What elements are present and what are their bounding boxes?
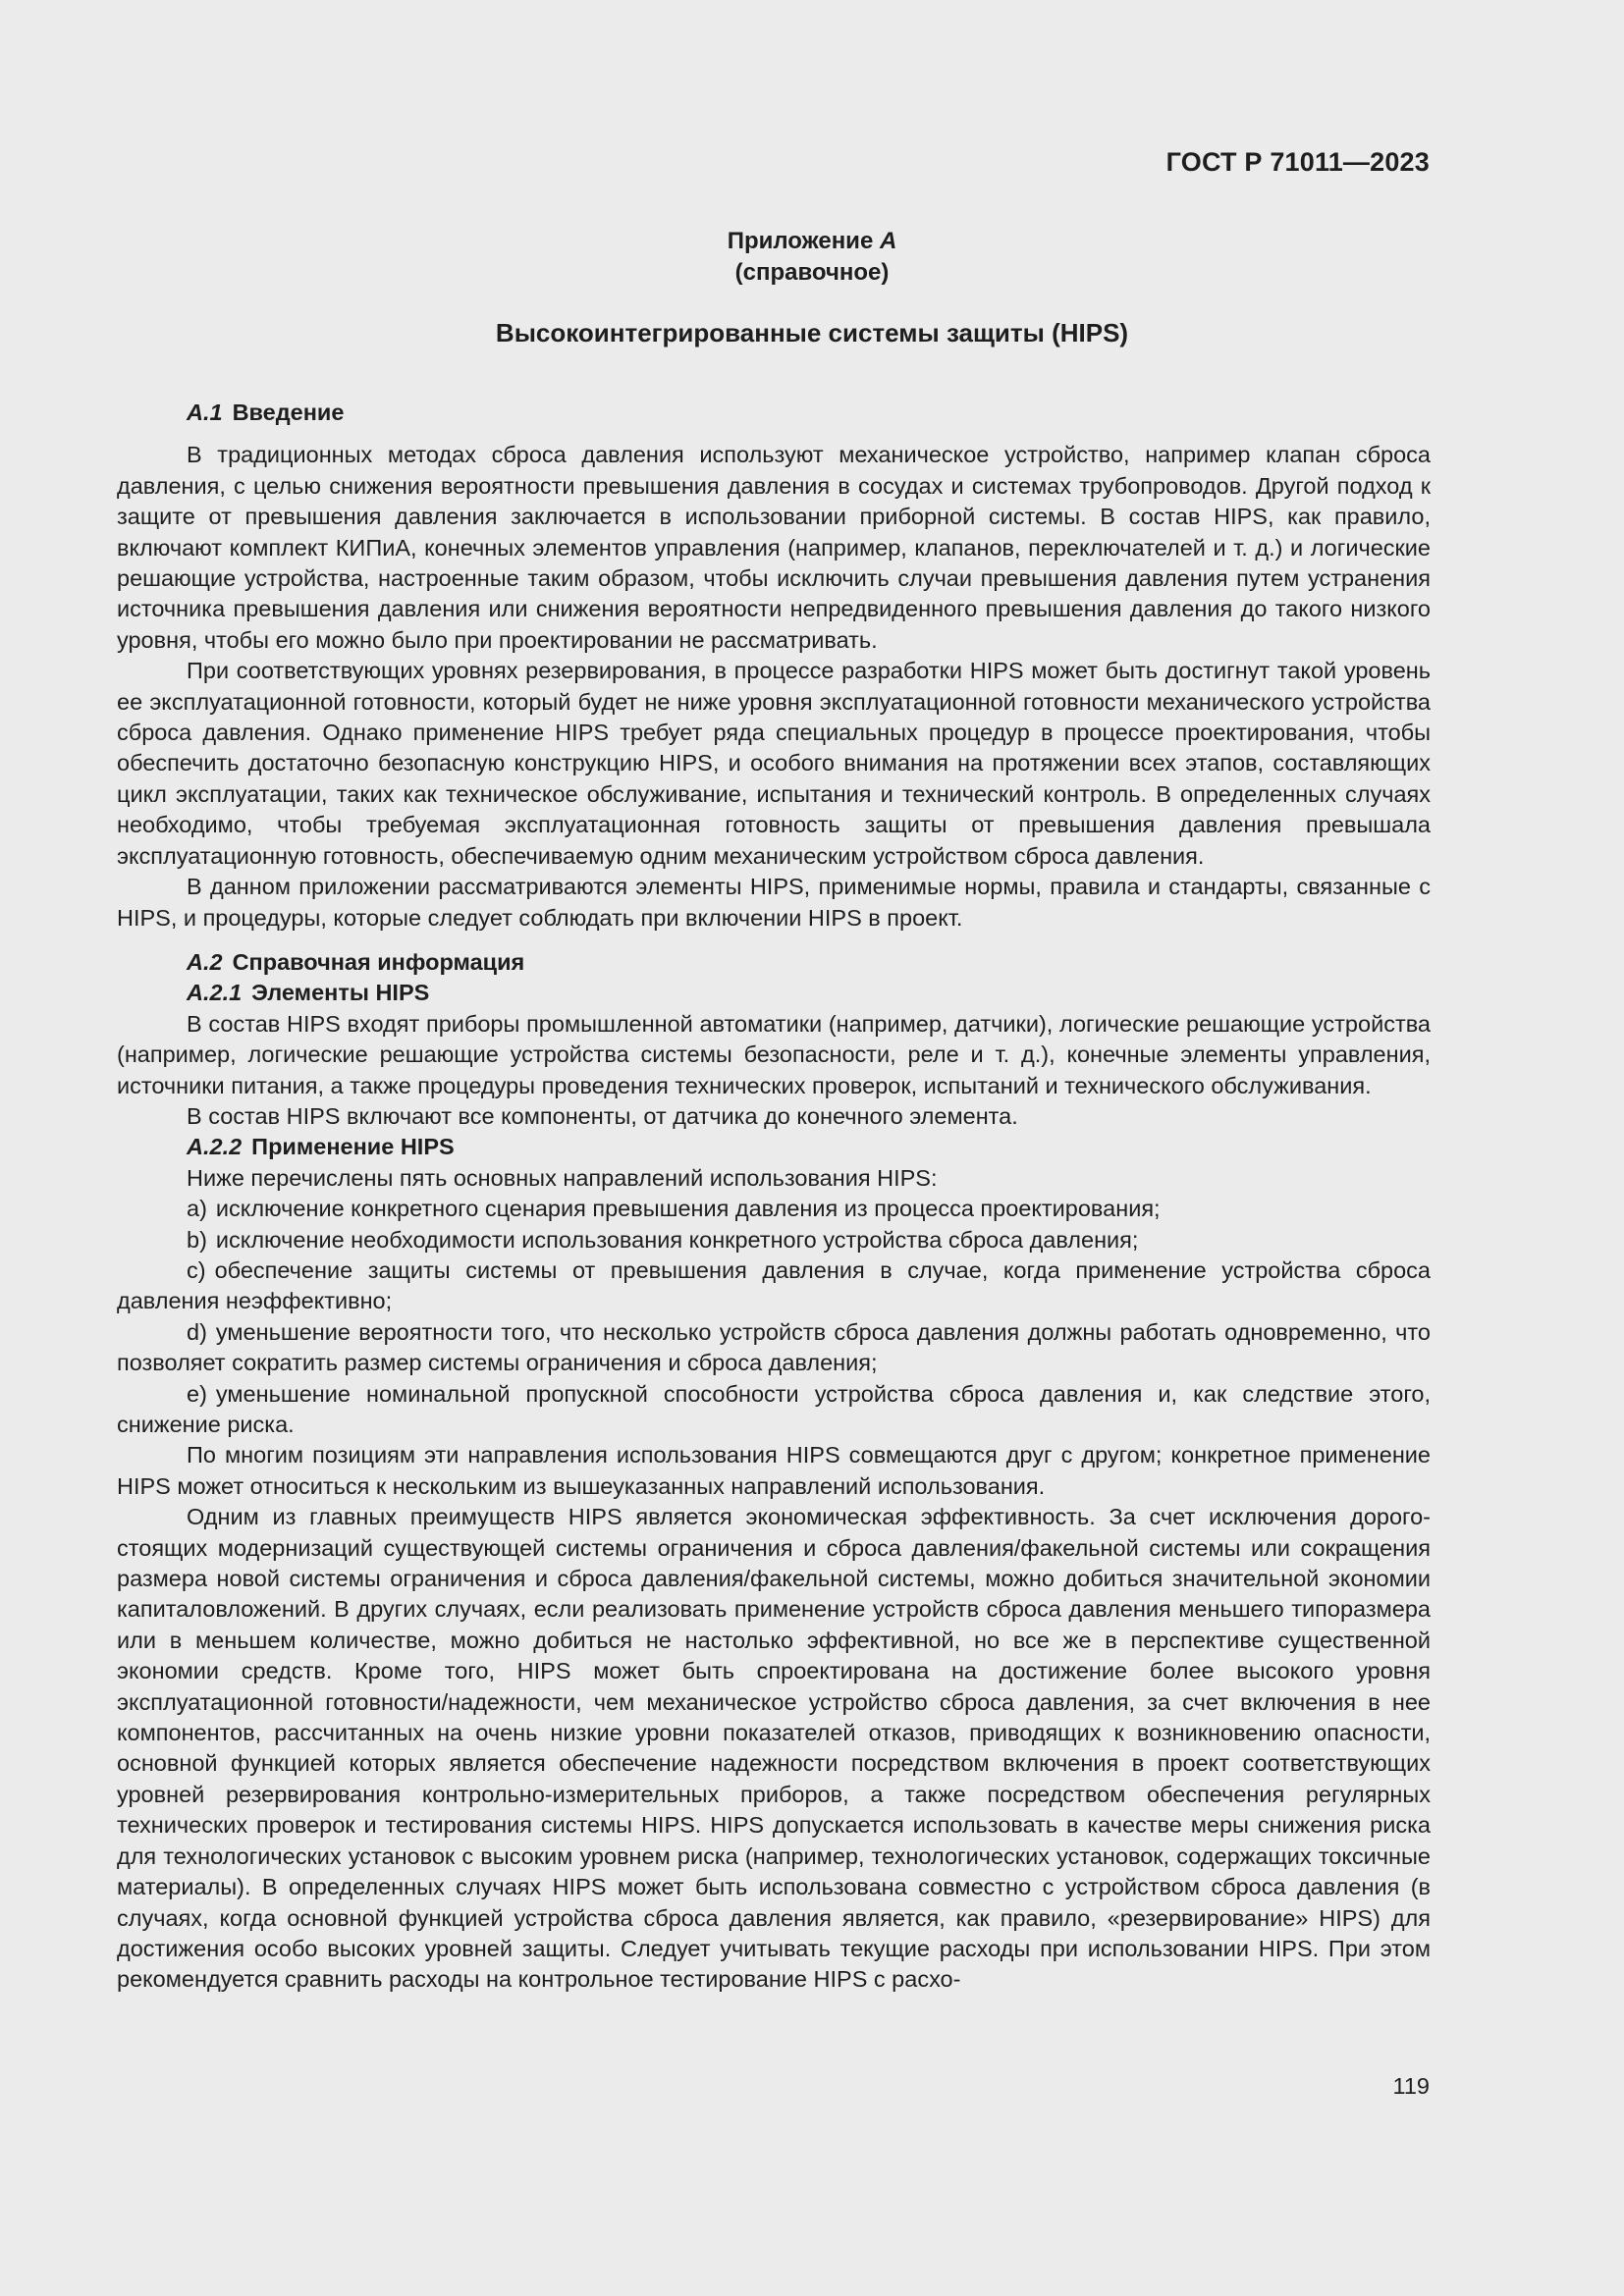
annex-letter: А [879, 228, 897, 254]
list-item [117, 1317, 1431, 1379]
section-title: Введение [232, 400, 345, 425]
list-item-text: уменьшение номинальной пропускной способности устройства сброса давления и, как следствие этого, снижение риска. [117, 1380, 1431, 1437]
section-number: А.2 [187, 948, 223, 975]
paragraph: Одним из главных преимуществ HIPS является экономическая эффективность. За счет исключения дорогостоящих модернизаций существующей системы ограничения и сброса давления/факельной системы или сокращения размера новой системы ограничения и сброса давления/факельной системы, можно добиться значительной экономии капиталовложений. В других случаях, если реализовать применение устройств сброса давления меньшего типоразмера или в меньшем количестве, можно добиться не настолько эффективной, но все же в перспективе существенной экономии средств. Кроме того, HIPS может быть спроектирована на достижение более высокого уровня эксплуатационной готовности/надежности, чем механическое устройство сброса давления, за счет включения в нее компонентов, рассчитанных на очень низкие уровни показателей отказов, приводящих к возникновению опасности, основной функцией которых является обеспечение надежности посредством включения в проект соответствующих уровней резервирования контрольно-измерительных приборов, а также посредством обеспечения регулярных технических проверок и тестирования системы HIPS. HIPS допускается использовать в качестве меры снижения риска для технологических установок с высоким уровнем риска (например, технологических установок, содержащих токсичные материалы). В определенных случаях HIPS может быть использована совместно с устройством сброса давления (в случаях, когда основной функцией устройства сброса давления является, как правило, «резервирование» HIPS) для достижения особо высоких уровней защиты. Следует учитывать текущие расходы при использовании HIPS. При этом рекомендуется сравнить расходы на контрольное тестирование HIPS с расхо- [117, 1504, 1431, 1993]
section-number: А.1 [187, 400, 223, 425]
document-body [117, 398, 1431, 1996]
list-item-letter: a) [187, 1196, 207, 1222]
paragraph: При соответствующих уровнях резервирования, в процессе разработки HIPS может быть достигнут такой уровень ее эксплуатационной готовности, который будет не ниже уровня эксплуатационной готовности механического устройства сброса давления. Однако применение HIPS требует ряда специальных процедур в процессе проектирования, чтобы обеспечить достаточно безопасную конструкцию HIPS, и особого внимания на протяжении всех этапов, составляющих цикл эксплуатации, таких как техническое обслуживание, испытания и технический контроль. В определенных случаях необходимо, чтобы требуемая эксплуатационная готовность защиты от превышения давления превышала эксплуатационную готовность, обеспечиваемую одним механическим устройством сброса давления. [117, 658, 1431, 869]
section-heading-a21 [117, 978, 1431, 1008]
list-item-letter: c) [187, 1256, 206, 1283]
annex-label-prefix: Приложение [727, 228, 880, 254]
section-title: Применение HIPS [251, 1134, 455, 1160]
page-number: 119 [1392, 2073, 1430, 2099]
section-title: Справочная информация [232, 948, 525, 975]
section-title: Элементы HIPS [251, 980, 430, 1006]
annex-heading [0, 226, 1624, 289]
paragraph: В состав HIPS включают все компоненты, от датчика до конечного элемента. [187, 1102, 1018, 1129]
section-number: А.2.2 [187, 1134, 243, 1160]
list-item-text: обеспечение защиты системы от превышения давления в случае, когда применение устройства сброса давления неэффективно; [117, 1256, 1431, 1314]
list-item [117, 1255, 1431, 1317]
paragraph: В данном приложении рассматриваются элементы HIPS, применимые нормы, правила и стандарты, связанные с HIPS, и процедуры, которые следует соблюдать при включении HIPS в проект. [117, 874, 1431, 931]
section-heading-a2 [117, 947, 1431, 978]
paragraph: В традиционных методах сброса давления используют механическое устройство, например клапан сброса давления, с целью снижения вероятности превышения давления в сосудах и системах трубопроводов. Другой подход к защите от превышения давления заключается в использовании приборной системы. В состав HIPS, как правило, включают комплект КИПиА, конечных элементов управления (например, клапанов, переключателей и т. д.) и логические решающие устройства, настроенные таким образом, чтобы исключить случаи превышения давления путем устранения источника превышения давления или снижения вероятности непредвиденного превышения давления до такого низкого уровня, чтобы его можно было при проектировании не рассматривать. [117, 442, 1431, 653]
list-item-text: уменьшение вероятности того, что несколько устройств сброса давления должны работать одновременно, что позволяет сократить размер системы ограничения и сброса давления; [117, 1318, 1431, 1376]
section-heading-a1 [117, 398, 1431, 428]
paragraph: По многим позициям эти направления использования HIPS совмещаются друг с другом; конкретное применение HIPS может относиться к нескольким из вышеуказанных направлений использования. [117, 1442, 1431, 1499]
list-item [117, 1379, 1431, 1441]
annex-status: (справочное) [734, 259, 890, 286]
paragraph: В состав HIPS входят приборы промышленной автоматики (например, датчики), логические решающие устройства (например, логические решающие устройства системы безопасности, реле и т. д.), конечные элементы управления, источники питания, а также процедуры проведения технических проверок, испытаний и технического обслуживания. [117, 1010, 1431, 1098]
list-item-text: исключение необходимости использования конкретного устройства сброса давления; [215, 1226, 1139, 1253]
standard-number: ГОСТ Р 71011—2023 [1165, 147, 1430, 177]
list-item-letter: e) [187, 1380, 207, 1407]
paragraph: Ниже перечислены пять основных направлений использования HIPS: [187, 1164, 938, 1191]
annex-title: Высокоинтегрированные системы защиты (HIPS) [495, 318, 1129, 347]
annex-label [0, 226, 1624, 257]
list-item-text: исключение конкретного сценария превышения давления из процесса проектирования; [215, 1196, 1161, 1222]
list-item [117, 1225, 1431, 1255]
section-heading-a22 [117, 1132, 1431, 1162]
section-number: А.2.1 [187, 980, 243, 1006]
list-item-letter: b) [187, 1226, 207, 1253]
list-item [117, 1194, 1431, 1224]
list-item-letter: d) [187, 1318, 207, 1345]
